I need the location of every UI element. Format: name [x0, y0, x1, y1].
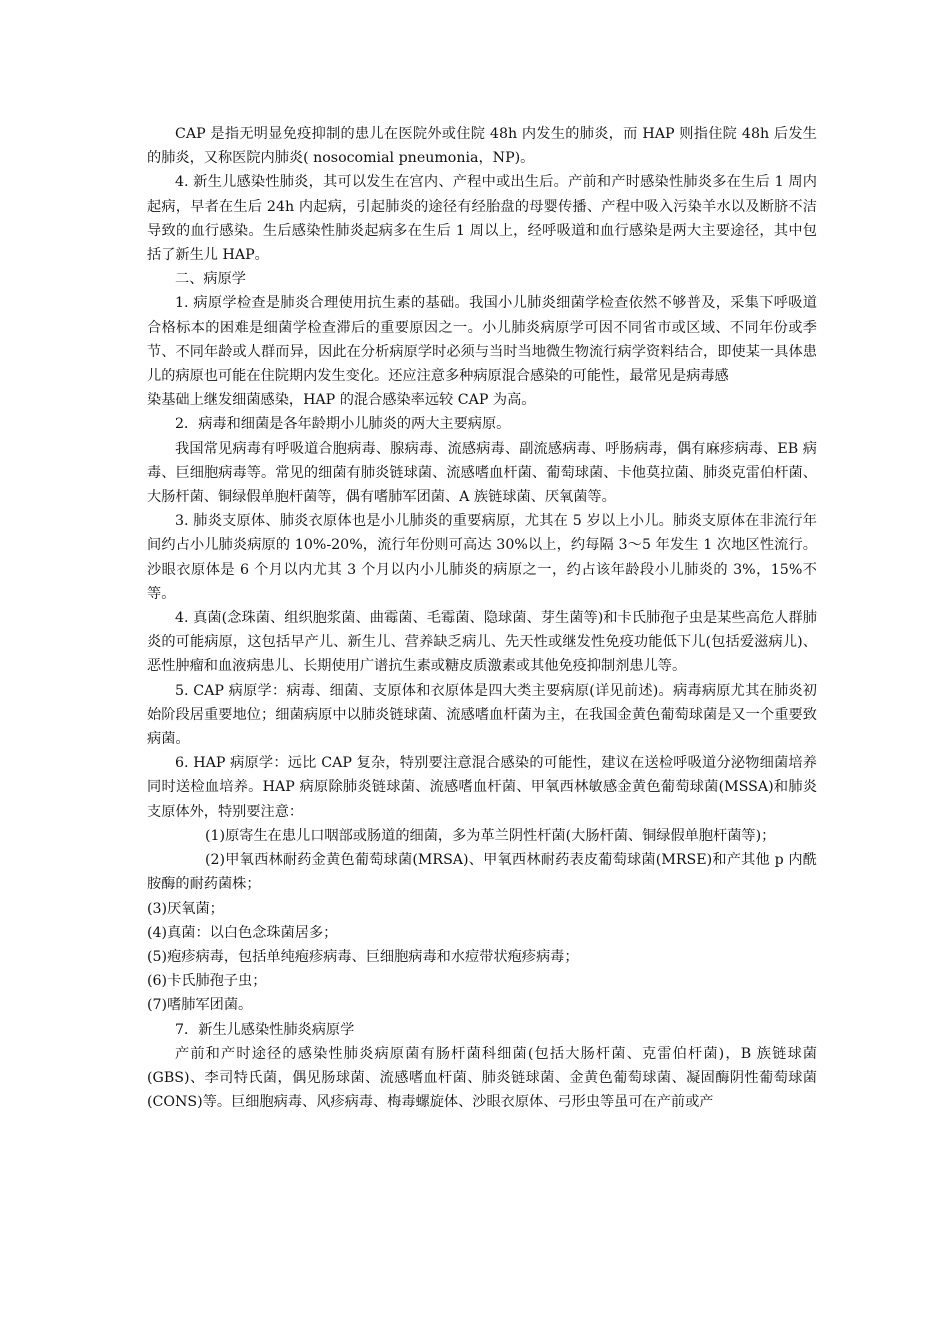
- list-item-hap-3: (3)厌氧菌；: [147, 900, 224, 917]
- paragraph-etiology-5: 5. CAP 病原学：病毒、细菌、支原体和衣原体是四大类主要病原(详见前述)。病毒病原尤其在肺炎初始阶段居重要地位；细菌病原中以肺炎链球菌、流感嗜血杆菌为主，在我国金黄色葡萄球菌是又一个重要致病菌。: [147, 682, 817, 748]
- paragraph-etiology-1: 1. 病原学检查是肺炎合理使用抗生素的基础。我国小儿肺炎细菌学检查依然不够普及，采集下呼吸道合格标本的困难是细菌学检查滞后的重要原因之一。小儿肺炎病原学可因不同省市或区域、不同年份或季节、不同年龄或人群而异，因此在分析病原学时必须与当时当地微生物流行病学资料结合，即使某一具体患儿的病原也可能在住院期内发生变化。还应注意多种病原混合感染的可能性，最常见是病毒感: [147, 295, 817, 385]
- paragraph-etiology-4: 4. 真菌(念珠菌、组织胞浆菌、曲霉菌、毛霉菌、隐球菌、芽生菌等)和卡氏肺孢子虫是某些高危人群肺炎的可能病原，这包括早产儿、新生儿、营养缺乏病儿、先天性或继发性免疫功能低下儿(包括爱滋病儿)、恶性肿瘤和血液病患儿、长期使用广谱抗生素或糖皮质激素或其他免疫抑制剂患儿等。: [147, 610, 817, 675]
- list-item-hap-7: (7)嗜肺军团菌。: [147, 997, 253, 1014]
- list-item-hap-4: (4)真菌：以白色念珠菌居多；: [147, 924, 338, 941]
- paragraph-neonatal-pathogens: 产前和产时途径的感染性肺炎病原菌有肠杆菌科细菌(包括大肠杆菌、克雷伯杆菌)，B 族链球菌(GBS)、李司特氏菌，偶见肠球菌、流感嗜血杆菌、肺炎链球菌、金黄色葡萄球菌、凝固酶阴性葡萄球菌(CONS)等。巨细胞病毒、风疹病毒、梅毒螺旋体、沙眼衣原体、弓形虫等虽可在产前或产: [147, 1045, 817, 1111]
- paragraph-common-pathogens: 我国常见病毒有呼吸道合胞病毒、腺病毒、流感病毒、副流感病毒、呼肠病毒，偶有麻疹病毒、EB 病毒、巨细胞病毒等。常见的细菌有肺炎链球菌、流感嗜血杆菌、葡萄球菌、卡他莫拉菌、肺炎克雷伯杆菌、大肠杆菌、铜绿假单胞杆菌等，偶有嗜肺军团菌、A 族链球菌、厌氧菌等。: [147, 440, 817, 506]
- list-item-hap-6: (6)卡氏肺孢子虫；: [147, 973, 267, 990]
- paragraph-etiology-3: 3. 肺炎支原体、肺炎衣原体也是小儿肺炎的重要病原，尤其在 5 岁以上小儿。肺炎支原体在非流行年间约占小儿肺炎病原的 10%-20%，流行年份则可高达 30%以上，约每隔 3～5 年发生 1 次地区性流行。沙眼衣原体是 6 个月以内尤其 3 个月以内小儿肺炎的病原之一，约占该年龄段小儿肺炎的 3%，15%不等。: [147, 513, 817, 602]
- list-item-hap-2: (2)甲氧西林耐药金黄色葡萄球菌(MRSA)、甲氧西林耐药表皮葡萄球菌(MRSE)和产其他 p 内酰胺酶的耐药菌株；: [147, 852, 817, 893]
- list-item-hap-5: (5)疱疹病毒，包括单纯疱疹病毒、巨细胞病毒和水痘带状疱疹病毒；: [147, 948, 579, 965]
- paragraph-etiology-1-continued: 染基础上继发细菌感染，HAP 的混合感染率远较 CAP 为高。: [147, 392, 536, 409]
- paragraph-etiology-2: 2．病毒和细菌是各年龄期小儿肺炎的两大主要病原。: [175, 416, 511, 433]
- paragraph-etiology-7: 7．新生儿感染性肺炎病原学: [175, 1021, 355, 1038]
- paragraph-neonatal-pneumonia: 4. 新生儿感染性肺炎，其可以发生在宫内、产程中或出生后。产前和产时感染性肺炎多在生后 1 周内起病，早者在生后 24h 内起病，引起肺炎的途径有经胎盘的母婴传播、产程中吸入污染羊水以及断脐不洁导致的血行感染。生后感染性肺炎起病多在生后 1 周以上，经呼吸道和血行感染是两大主要途径，其中包括了新生儿 HAP。: [147, 174, 817, 264]
- paragraph-cap-hap-definition: CAP 是指无明显免疫抑制的患儿在医院外或住院 48h 内发生的肺炎，而 HAP 则指住院 48h 后发生的肺炎，又称医院内肺炎( nosocomial pneumonia，NP)。: [147, 126, 817, 167]
- paragraph-etiology-6: 6. HAP 病原学：远比 CAP 复杂，特别要注意混合感染的可能性，建议在送检呼吸道分泌物细菌培养同时送检血培养。HAP 病原除肺炎链球菌、流感嗜血杆菌、甲氧西林敏感金黄色葡萄球菌(MSSA)和肺炎支原体外，特别要注意：: [147, 755, 817, 820]
- section-heading-etiology: 二、病原学: [175, 271, 246, 288]
- list-item-hap-1: (1)原寄生在患儿口咽部或肠道的细菌，多为革兰阴性杆菌(大肠杆菌、铜绿假单胞杆菌等)；: [205, 827, 776, 844]
- document-body: [147, 122, 817, 1114]
